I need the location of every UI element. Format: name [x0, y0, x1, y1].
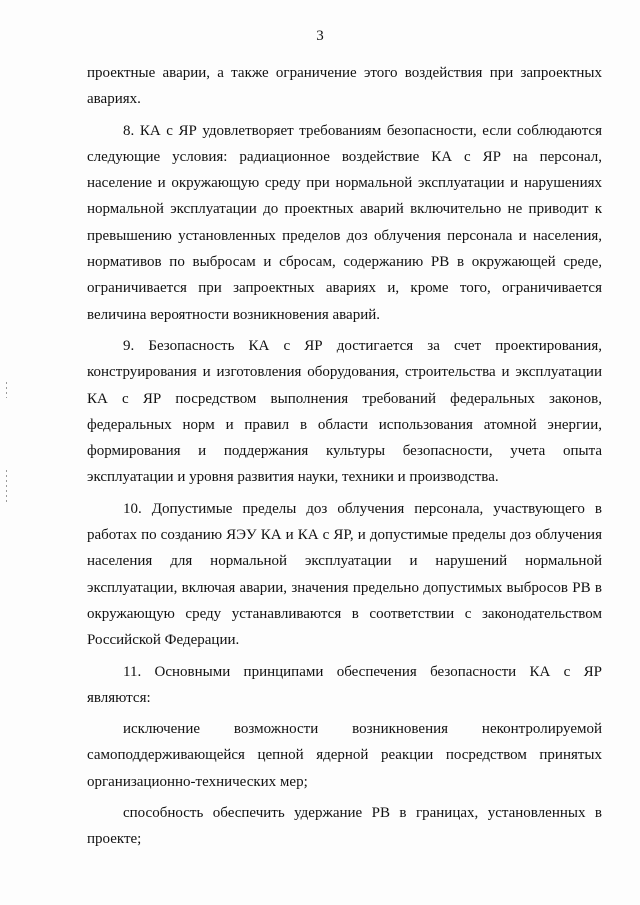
principle-item-1: исключение возможности возникновения неконтролируемой самоподдерживающейся цепной ядерной реакции посредством принятых организационно-технических мер;	[87, 721, 602, 790]
scan-margin-mark	[6, 470, 7, 504]
document-body	[87, 60, 602, 853]
page-number: 3	[316, 28, 324, 44]
scan-margin-mark	[6, 382, 7, 398]
paragraph-10: 10. Допустимые пределы доз облучения персонала, участвующего в работах по созданию ЯЭУ КА и КА с ЯР, и допустимые пределы доз облучения населения для нормальной эксплуатации и нарушений нормальной эксплуатации, включая аварии, значения предельно допустимых выбросов РВ в окружающую среду устанавливаются в соответствии с законодательством Российской Федерации.	[87, 500, 602, 649]
paragraph-8: 8. КА с ЯР удовлетворяет требованиям безопасности, если соблюдаются следующие условия: радиационное воздействие КА с ЯР на персонал, население и окружающую среду при нормальной эксплуатации и нарушениях нормальной эксплуатации до проектных аварий включительно не приводит к превышению установленных пределов доз облучения персонала и населения, нормативов по выбросам и сбросам, содержанию РВ в окружающей среде, ограничивается при запроектных авариях и, кроме того, ограничивается величина вероятности возникновения аварий.	[87, 122, 602, 323]
paragraph-9: 9. Безопасность КА с ЯР достигается за счет проектирования, конструирования и изготовления оборудования, строительства и эксплуатации КА с ЯР посредством выполнения требований федеральных законов, федеральных норм и правил в области использования атомной энергии, формирования и поддержания культуры безопасности, учета опыта эксплуатации и уровня развития науки, техники и производства.	[87, 337, 602, 486]
paragraph-11: 11. Основными принципами обеспечения безопасности КА с ЯР являются:	[87, 663, 602, 706]
principle-item-2: способность обеспечить удержание РВ в границах, установленных в проекте;	[87, 805, 602, 848]
paragraph-continuation: проектные аварии, а также ограничение этого воздействия при запроектных авариях.	[87, 65, 602, 108]
